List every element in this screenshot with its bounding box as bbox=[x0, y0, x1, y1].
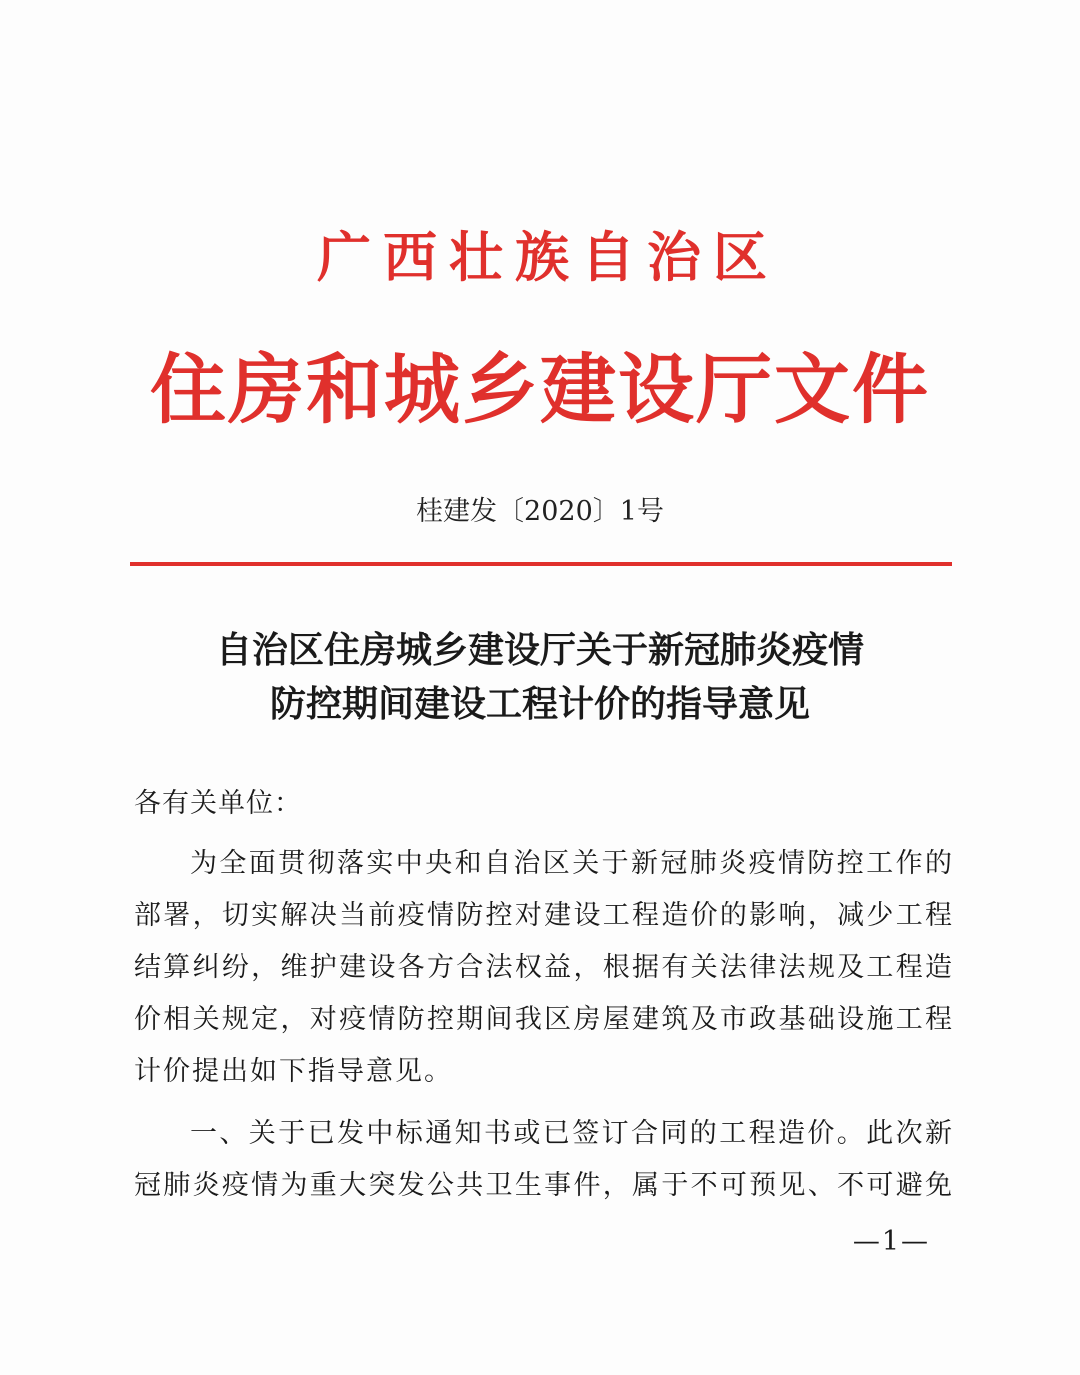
issuer-name-line1: 广西壮族自治区 bbox=[317, 225, 779, 289]
paragraph-line: 一、关于已发中标通知书或已签订合同的工程造价。此次新 bbox=[190, 1118, 954, 1149]
paragraph-line: 为全面贯彻落实中央和自治区关于新冠肺炎疫情防控工作的 bbox=[190, 848, 954, 879]
document-title-line1: 自治区住房城乡建设厅关于新冠肺炎疫情 bbox=[215, 630, 864, 671]
document-title bbox=[0, 624, 1080, 732]
paragraph-line: 价相关规定，对疫情防控期间我区房屋建筑及市政基础设施工程 bbox=[134, 1004, 954, 1035]
document-number: 桂建发〔2020〕1号 bbox=[416, 496, 664, 527]
salutation: 各有关单位： bbox=[134, 788, 302, 819]
paragraph-line: 计价提出如下指导意见。 bbox=[134, 1056, 453, 1087]
paragraph-intro bbox=[134, 838, 954, 1098]
red-divider-line bbox=[130, 562, 952, 566]
paragraph-section-one bbox=[134, 1108, 954, 1212]
issuer-name-line2: 住房和城乡建设厅文件 bbox=[150, 345, 930, 434]
page-number: —1— bbox=[852, 1226, 930, 1257]
paragraph-line: 冠肺炎疫情为重大突发公共卫生事件，属于不可预见、不可避免 bbox=[134, 1170, 954, 1201]
paragraph-line: 部署，切实解决当前疫情防控对建设工程造价的影响，减少工程 bbox=[134, 900, 954, 931]
document-title-line2: 防控期间建设工程计价的指导意见 bbox=[269, 684, 810, 725]
paragraph-line: 结算纠纷，维护建设各方合法权益，根据有关法律法规及工程造 bbox=[134, 952, 954, 983]
